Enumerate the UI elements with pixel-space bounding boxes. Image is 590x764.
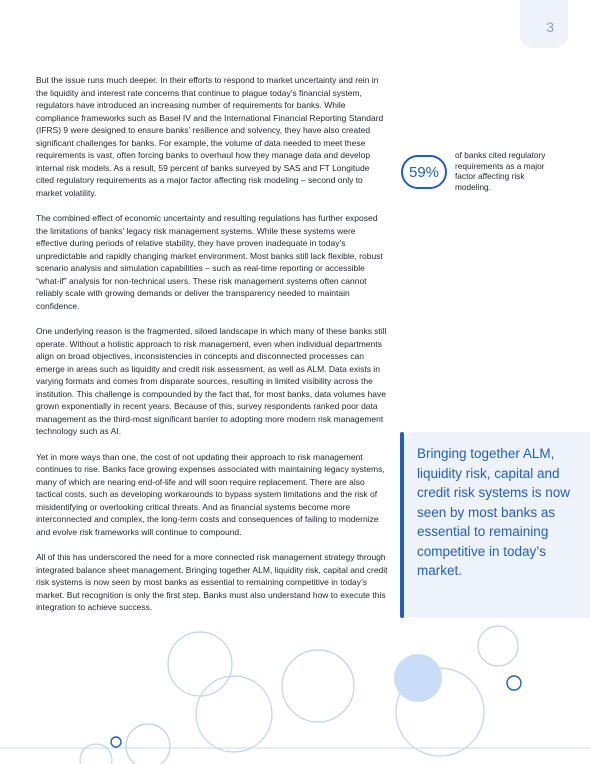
stat-value: 59% xyxy=(408,164,440,181)
deco-circle xyxy=(196,676,272,752)
paragraph: Yet in more ways than one, the cost of not updating their approach to risk management continues to rise. Banks face growing expenses associated with maintaining legacy systems, many of which are nearing end-of-life and will soon require replacement. There are also tactical costs, such as developing workarounds to bypass system limitations and the risk of misidentifying or overlooking critical threats. And as financial systems become more interconnected and complex, the long-term costs and consequences of failing to modernize and evolve risk frameworks will continue to compound. xyxy=(36,451,385,537)
paragraph: One underlying reason is the fragmented, siloed landscape in which many of these banks still operate. Without a holistic approach to risk management, even when individual departments align on broad objectives, inconsistencies in concepts and disconnected processes can emerge in areas such as liquidity and credit risk assessment, as well as ALM. Data exists in varying formats and comes from disparate sources, resulting in limited visibility across the institution. This challenge is compounded by the fact that, for most banks, data volumes have grown exponentially in recent years. Because of this, survey respondents ranked poor data management as the third-most significant barrier to adopting more modern risk management technology such as AI. xyxy=(36,326,387,436)
deco-circle xyxy=(80,744,112,764)
pullquote-text: Bringing together ALM, liquidity risk, capital and credit risk systems is now seen by most banks as essential to remaining competitive in today’s market. xyxy=(417,446,571,578)
deco-circle xyxy=(478,626,518,666)
deco-circle xyxy=(126,724,170,764)
deco-dot xyxy=(111,737,121,747)
deco-circle xyxy=(168,632,232,696)
deco-circle xyxy=(282,650,354,722)
deco-dot xyxy=(507,676,521,690)
paragraph: The combined effect of economic uncertainty and resulting regulations has further exposed the limitations of banks’ legacy risk management systems. While these systems were effective during periods of relative stability, they have proven inadequate in today’s unpredictable and rapidly changing market environment. Most banks still lack flexible, robust scenario analysis and simulation capabilities – such as real-time reporting or accessible “what-if” analysis for non-technical users. These risk management systems often cannot reliably scale with growing demands or deliver the transparency needed to maintain confidence. xyxy=(36,213,383,311)
paragraph: All of this has underscored the need for a more connected risk management strategy through integrated balance sheet management. Bringing together ALM, liquidity risk, capital and credit risk systems is now seen by most banks as essential to remaining competitive in today’s market. But recognition is only the first step. Banks must also understand how to execute this integration to achieve success. xyxy=(36,552,388,612)
paragraph: But the issue runs much deeper. In their efforts to respond to market uncertainty and rein in the liquidity and interest rate concerns that continue to plague today’s financial system, regulators have introduced an increasing number of requirements for banks. While compliance frameworks such as Basel IV and the International Financial Reporting Standard (IFRS) 9 were designed to ensure banks’ resilience and solvency, they have also created significant challenges for banks. For example, the volume of data needed to meet these requirements is vast, often forcing banks to overhaul how they manage data and develop internal risk models. As a result, 59 percent of banks surveyed by SAS and FT Longitude cited regulatory requirements as a major factor affecting risk modeling – second only to market volatility. xyxy=(36,75,384,198)
deco-filled-circle xyxy=(394,654,442,702)
stat-description: of banks cited regulatory requirements as a major factor affecting risk modeling. xyxy=(455,150,546,192)
page-number: 3 xyxy=(546,19,554,35)
